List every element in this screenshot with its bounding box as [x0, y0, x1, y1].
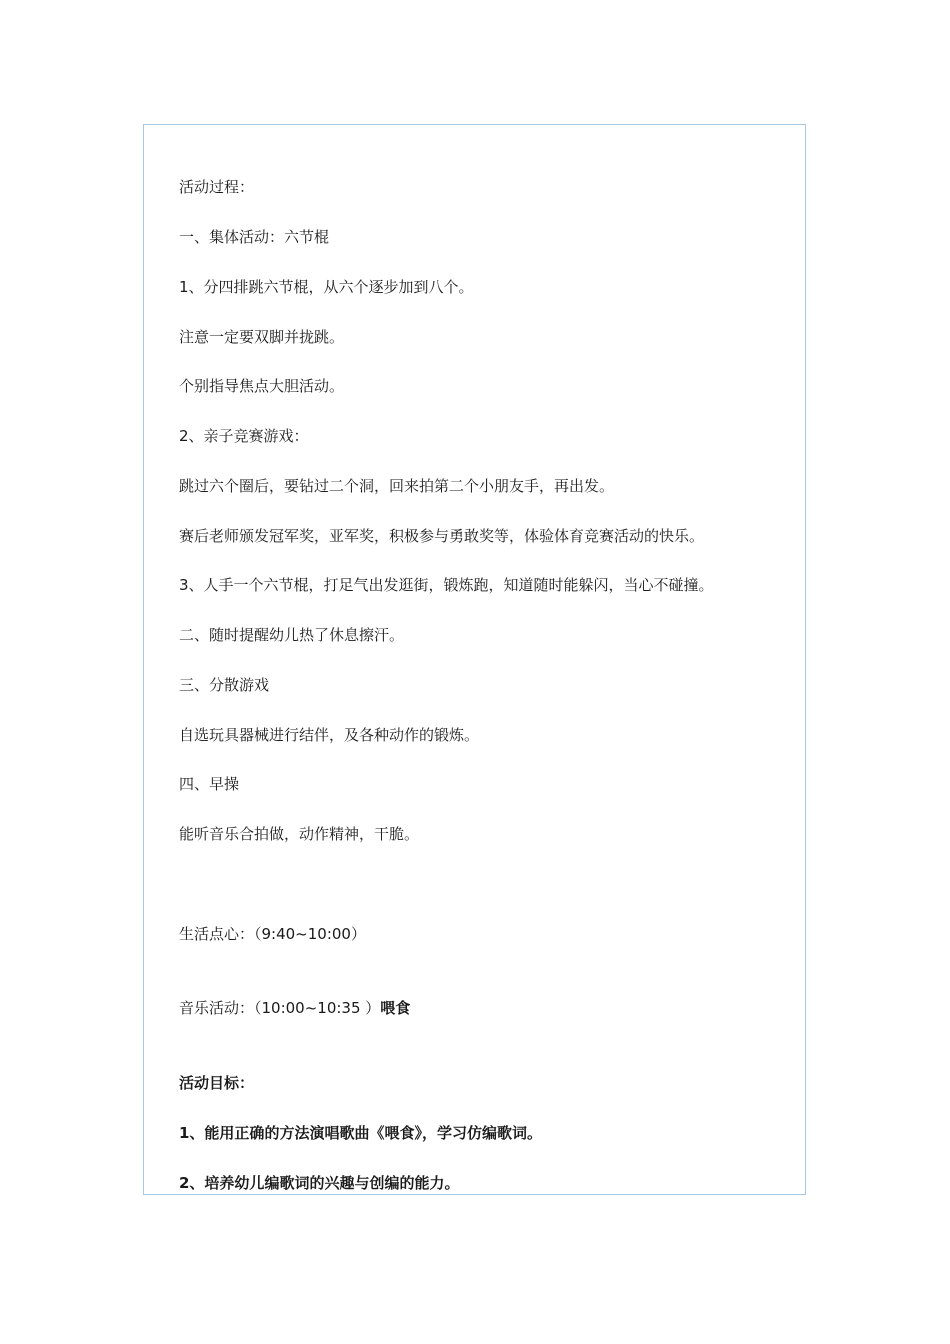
text-line: 活动过程： — [179, 178, 255, 196]
document-frame — [143, 124, 806, 1195]
schedule-time: 音乐活动：（10:00~10:35 ） — [179, 999, 381, 1017]
goal-item: 2、培养幼儿编歌词的兴趣与创编的能力。 — [179, 1174, 460, 1192]
text-line: 自选玩具器械进行结伴，及各种动作的锻炼。 — [179, 726, 480, 744]
section-heading: 二、随时提醒幼儿热了休息擦汗。 — [179, 626, 405, 644]
text-line: 3、人手一个六节棍，打足气出发逛街，锻炼跑，知道随时能躲闪，当心不碰撞。 — [179, 576, 714, 594]
text-line: 跳过六个圈后，要钻过二个洞，回来拍第二个小朋友手，再出发。 — [179, 477, 615, 495]
goal-item: 1、能用正确的方法演唱歌曲《喂食》，学习仿编歌词。 — [179, 1124, 542, 1142]
text-line: 2、亲子竞赛游戏： — [179, 427, 309, 445]
text-line: 个别指导焦点大胆活动。 — [179, 377, 345, 395]
section-heading: 一、集体活动：六节棍 — [179, 228, 330, 246]
text-line: 能听音乐合拍做，动作精神，干脆。 — [179, 825, 420, 843]
schedule-line: 生活点心：（9:40~10:00） — [179, 925, 366, 943]
schedule-line — [179, 998, 410, 1018]
section-heading: 四、早操 — [179, 775, 240, 793]
text-line: 赛后老师颁发冠军奖，亚军奖，积极参与勇敢奖等，体验体育竞赛活动的快乐。 — [179, 527, 705, 545]
section-heading: 三、分散游戏 — [179, 676, 270, 694]
text-line: 注意一定要双脚并拢跳。 — [179, 328, 345, 346]
activity-title: 喂食 — [380, 999, 411, 1017]
goals-heading: 活动目标： — [179, 1074, 255, 1092]
text-line: 1、分四排跳六节棍，从六个逐步加到八个。 — [179, 278, 474, 296]
